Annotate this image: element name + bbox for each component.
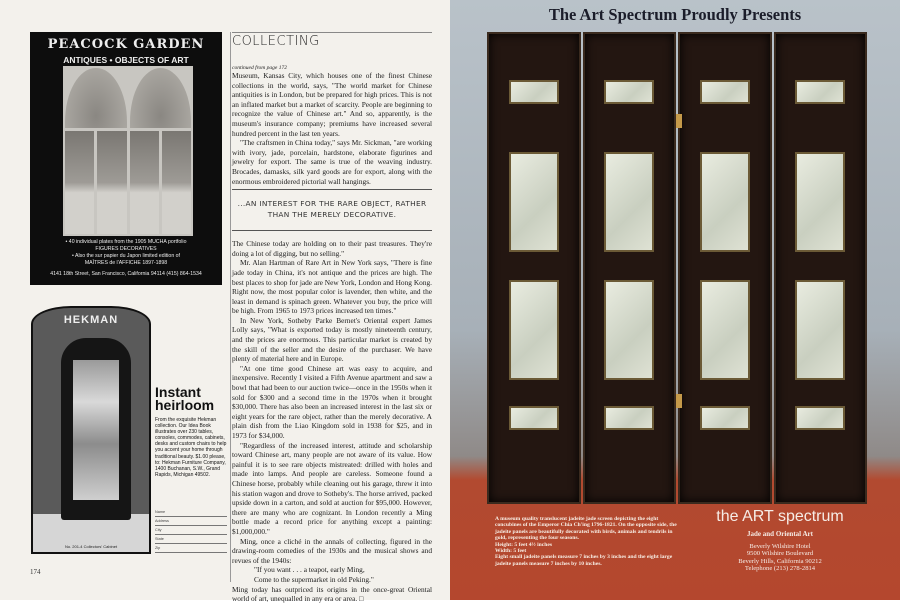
address-line: Beverly Wilshire Hotel [749, 543, 811, 550]
paragraph: Museum, Kansas City, which houses one of the finest Chinese collections in the world, says, "The world market for Chinese antiquities is in London, but be prepared for high prices. This is not an inflated market but a market of scarcity. People are beginning to recognize the value of Chinese art." And so, apparently, is the museum's insurance company; premiums have increased several hundred percent in the last ten years. [232, 71, 432, 138]
address-line: 9500 Wilshire Boulevard [746, 550, 814, 558]
ad-text: • 40 individual plates from the 1905 MUCHA portfolio [65, 239, 187, 245]
article [232, 32, 432, 604]
mucha-artwork-image [63, 66, 193, 236]
hekman-ad-photo [31, 306, 151, 554]
ad-text: MAÎTRES de l'AFFICHE 1897-1898 [84, 260, 168, 266]
cabinet-image [61, 338, 131, 520]
telephone: Telephone (213) 278-2814 [744, 565, 816, 573]
form-field-zip: Zip [155, 544, 227, 553]
ad-text: • Also the sur papier du Japon limited edition of [72, 253, 180, 259]
paragraph: Ming today has outpriced its origins in the once-great Oriental world of art, unequalled in any era or area. □ [232, 584, 432, 604]
form-field-address: Address [155, 517, 227, 526]
column-divider [230, 32, 231, 582]
peacock-garden-ad [30, 32, 222, 285]
brand-logo: the ART spectrum [716, 508, 844, 525]
paragraph: "Regardless of the increased interest, attitude and scholarship toward Chinese art, many people are not aware of its value. How painful it is to see rare objects mistreated: drilled with holes and made into lamps. And people are careless. Someone found a Chinese horse, probably while cleaning out his garage, threw it into his station wagon and drove to Sotheby's. The horse arrived, packed upside down in a carton, and sold at auction for $95,000. However, there are many who are cognizant. In London recently a Ming bottle made a record price for anything except a painting: $1,000,000." [232, 440, 432, 536]
brand-subtitle: Jade and Oriental Art [747, 530, 813, 538]
divider [232, 189, 432, 190]
ad-tagline: ANTIQUES • OBJECTS OF ART [63, 55, 189, 65]
body: From the exquisite Hekman collection. Our Idea Book illustrates over 230 tables, consoles, commodes, cabinets, desks and custom chairs to help you accent your home through traditional beauty. $1.00 please, to: Hekman Furniture Company, 1400 Buchanan, S.W., Grand Rapids, Michigan 49502. [155, 417, 227, 478]
verse-line: "If you want . . . a teapot, early Ming, [254, 565, 365, 575]
art-spectrum-brand [705, 508, 855, 573]
divider [232, 230, 432, 231]
address [705, 543, 855, 573]
continued-note: continued from page 172 [232, 65, 287, 71]
section-title: COLLECTING [232, 32, 432, 49]
form-field-name: Name [155, 508, 227, 517]
jade-screen-image [487, 32, 867, 504]
ad-address: 4141 18th Street, San Francisco, California 94114 (415) 864-1534 [50, 271, 202, 277]
right-page-ad [450, 0, 900, 600]
ad-text: FIGURES DECORATIVES [95, 246, 157, 252]
ad-title: The Art Spectrum Proudly Presents [548, 5, 802, 24]
description-text: A museum quality translucent jadeite jade screen depicting the eight concubines of the Emperor Chia Ch'ing 1796-1821. On the opposite side, the jadeite panels are beautifully decorated with birds, animals and tendrils in gold, representing the four seasons. [495, 516, 677, 542]
verse-line: Come to the supermarket in old Peking." [254, 574, 374, 584]
hekman-copy [155, 386, 227, 478]
product-description [495, 516, 685, 567]
ad-brand: PEACOCK GARDEN [47, 37, 205, 52]
caption: No. 201-4 Collectors' Cabinet [64, 544, 118, 549]
paragraph: Mr. Alan Hartman of Rare Art in New York says, "There is fine jade today in China, it's not antique and the prices are high. The best places to shop for jade are New York, London and Hong Kong. Right now, the most popular color is lavender, then white, and the least in demand is spinach green. Whatever you buy, the price will be high. From 1965 to 1973 prices increased ten times." [232, 258, 432, 316]
headline: Instant heirloom [155, 384, 215, 413]
height-spec: Height: 5 feet 4½ inches [495, 541, 553, 548]
paragraph: In New York, Sotheby Parke Bernet's Oriental expert James Lolly says, "What is exported today is mostly nineteenth century, and the prices are enormous. This particular market is created by the skill of the seller and the desire of the purchaser. We have plenty of material here and in Europe. [232, 315, 432, 364]
paragraph: The Chinese today are holding on to their past treasures. They're doing a lot of digging, but no selling." [232, 239, 432, 258]
address-line: Beverly Hills, California 90212 [738, 557, 822, 565]
width-spec: Width: 5 feet [495, 548, 527, 555]
paragraph: Ming, once a cliché in the annals of collecting, figured in the drawing-room comedies of the 1930s and the musical shows and revues of the 1940s: [232, 536, 432, 565]
panel-spec: Eight small jadeite panels measure 7 inches by 3 inches and the eight large jadeite panels measure 7 inches by 10 inches. [495, 554, 673, 567]
form-field-city: City [155, 526, 227, 535]
hekman-logo: HEKMAN [63, 314, 119, 326]
paragraph: "At one time good Chinese art was easy to acquire, and inexpensive. Recently I visited a Fifth Avenue apartment and saw a bowl that had been to our auction twice—once in the 1950s when it sold for $300 and a second time in the 1970s when it brought $30,000. There has also been an increased interest in the last six or eight years for the rare object, rather than the merely decorative. A plain dish from the Liao Kingdom sold in 1938 for $25, and in 1973 for $34,000. [232, 363, 432, 440]
coupon-form [155, 508, 227, 553]
page-number: 174 [30, 568, 41, 576]
pull-quote: ...AN INTEREST FOR THE RARE OBJECT, RATHER THAN THE MERELY DECORATIVE. [237, 199, 427, 220]
form-field-state: State [155, 535, 227, 544]
paragraph: "The craftsmen in China today," says Mr. Sickman, "are working with ivory, jade, porcelain, hardstone, elaborate figurines and jewelry for export. The same is true of the weaving industry. Brocades, damasks, silk yard goods are for export, along with the enormous embroidered pictorial wall hangings. [232, 138, 432, 186]
